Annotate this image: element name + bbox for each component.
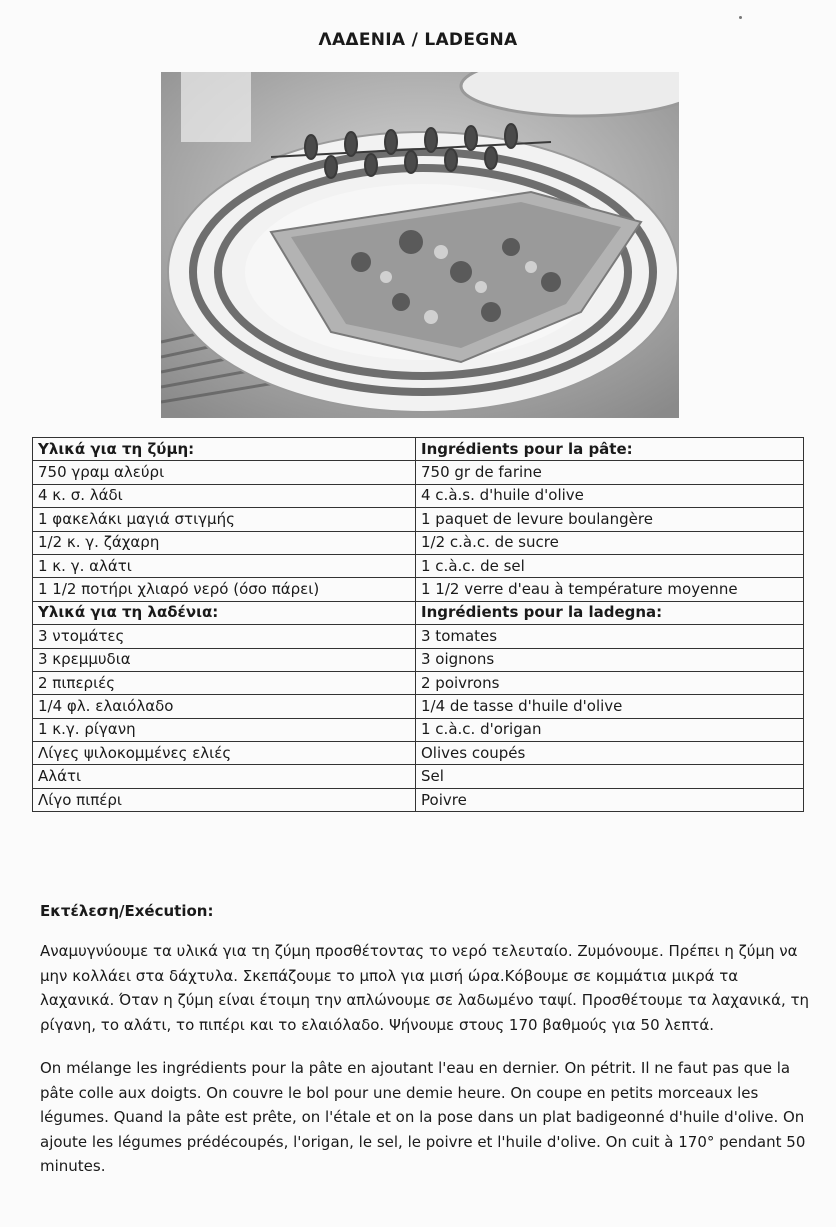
- greek-cell: Λίγο πιπέρι: [33, 788, 416, 811]
- greek-cell: Υλικά για τη ζύμη:: [33, 438, 416, 461]
- table-row: [33, 508, 804, 531]
- table-row: [33, 578, 804, 601]
- table-row: [33, 718, 804, 741]
- french-cell: Poivre: [416, 788, 804, 811]
- french-cell: Ingrédients pour la pâte:: [416, 438, 804, 461]
- french-cell: Olives coupés: [416, 742, 804, 765]
- page-title: ΛΑΔΕΝΙΑ / LADEGNA: [318, 30, 518, 50]
- french-cell: Ingrédients pour la ladegna:: [416, 601, 804, 624]
- greek-cell: Αλάτι: [33, 765, 416, 788]
- execution-french-text: On mélange les ingrédients pour la pâte en ajoutant l'eau en dernier. On pétrit. Il ne faut pas que la pâte colle aux doigts. On couvre le bol pour une demie heure. On coupe en petits morceaux les légumes. Quand la pâte est prête, on l'étale et on la pose dans un plat badigeonné d'huile d'olive. On ajoute les légumes prédécoupés, l'origan, le sel, le poivre et l'huile d'olive. On cuit à 170° pendant 50 minutes.: [40, 1059, 806, 1175]
- greek-cell: 3 κρεμμυδια: [33, 648, 416, 671]
- table-row: [33, 671, 804, 694]
- french-cell: 1 1/2 verre d'eau à température moyenne: [416, 578, 804, 601]
- greek-cell: 1/4 φλ. ελαιόλαδο: [33, 695, 416, 718]
- ingredients-table: [32, 437, 804, 812]
- table-row: [33, 695, 804, 718]
- french-cell: 3 tomates: [416, 625, 804, 648]
- greek-cell: 750 γραμ αλεύρι: [33, 461, 416, 484]
- table-row: [33, 625, 804, 648]
- greek-cell: 1 κ. γ. αλάτι: [33, 554, 416, 577]
- greek-cell: 2 πιπεριές: [33, 671, 416, 694]
- greek-cell: 3 ντομάτες: [33, 625, 416, 648]
- french-cell: 1 paquet de levure boulangère: [416, 508, 804, 531]
- french-cell: 1/4 de tasse d'huile d'olive: [416, 695, 804, 718]
- greek-cell: Λίγες ψιλοκομμένες ελιές: [33, 742, 416, 765]
- greek-cell: 1 φακελάκι μαγιά στιγμής: [33, 508, 416, 531]
- table-row: [33, 788, 804, 811]
- french-cell: 1 c.à.c. d'origan: [416, 718, 804, 741]
- table-section-header: [33, 438, 804, 461]
- french-cell: 4 c.à.s. d'huile d'olive: [416, 484, 804, 507]
- greek-cell: 1/2 κ. γ. ζάχαρη: [33, 531, 416, 554]
- execution-heading: Εκτέλεση/Exécution:: [40, 902, 214, 920]
- pizza-plate-icon: [161, 72, 679, 418]
- french-cell: 750 gr de farine: [416, 461, 804, 484]
- table-row: [33, 648, 804, 671]
- table-row: [33, 531, 804, 554]
- greek-cell: Υλικά για τη λαδένια:: [33, 601, 416, 624]
- table-section-header: [33, 601, 804, 624]
- french-cell: 1/2 c.à.c. de sucre: [416, 531, 804, 554]
- table-row: [33, 765, 804, 788]
- execution-greek-text: Αναμυγνύουμε τα υλικά για τη ζύμη προσθέτοντας το νερό τελευταίο. Ζυμόνουμε. Πρέπει η ζύμη να μην κολλάει στα δάχτυλα. Σκεπάζουμε το μπολ για μισή ώρα.Κόβουμε σε κομμάτια μικρά τα λαχανικά. Όταν η ζύμη είναι έτοιμη την απλώνουμε σε λαδωμένο ταψί. Προσθέτουμε τα λαχανικά, τη ρίγανη, το αλάτι, το πιπέρι και το ελαιόλαδο. Ψήνουμε στους 170 βαθμούς για 50 λεπτά.: [40, 942, 810, 1034]
- table-row: [33, 461, 804, 484]
- french-cell: Sel: [416, 765, 804, 788]
- french-cell: 3 oignons: [416, 648, 804, 671]
- greek-cell: 4 κ. σ. λάδι: [33, 484, 416, 507]
- french-cell: 2 poivrons: [416, 671, 804, 694]
- table-row: [33, 554, 804, 577]
- greek-cell: 1 1/2 ποτήρι χλιαρό νερό (όσο πάρει): [33, 578, 416, 601]
- french-cell: 1 c.à.c. de sel: [416, 554, 804, 577]
- table-row: [33, 742, 804, 765]
- greek-cell: 1 κ.γ. ρίγανη: [33, 718, 416, 741]
- scan-speck: [739, 16, 742, 19]
- table-row: [33, 484, 804, 507]
